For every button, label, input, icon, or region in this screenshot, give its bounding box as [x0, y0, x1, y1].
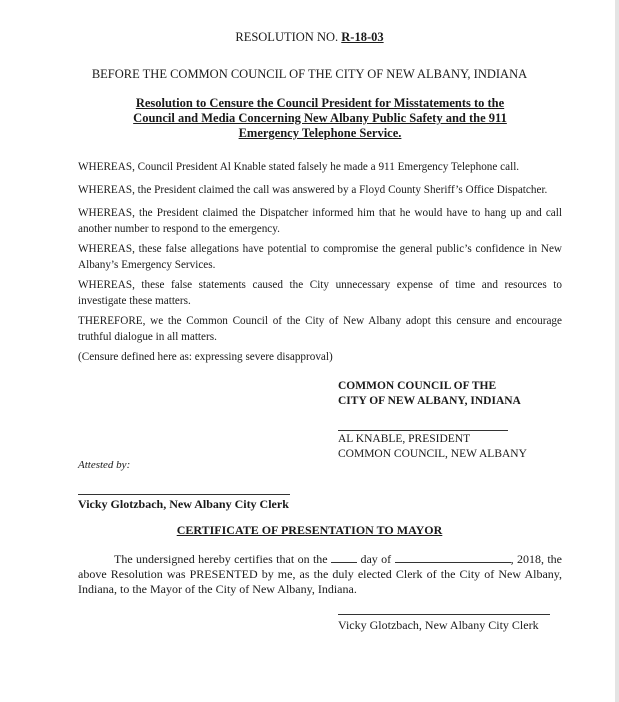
- certificate-text-part-3: , 2018, the above Resolution was PRESENTED by me, as the duly elected Clerk of the City of New Albany, Indiana, to the Mayor of the City of New Albany, Indiana.: [78, 552, 563, 596]
- page-edge-shadow: [615, 0, 619, 702]
- before-council-line: BEFORE THE COMMON COUNCIL OF THE CITY OF NEW ALBANY, INDIANA: [91, 67, 528, 81]
- clerk-certificate-signature: Vicky Glotzbach, New Albany City Clerk: [338, 618, 539, 632]
- whereas-paragraph-1: WHEREAS, Council President Al Knable stated falsely he made a 911 Emergency Telephone call.: [78, 161, 520, 173]
- president-signature-line: [338, 430, 508, 431]
- whereas-paragraph-4: WHEREAS, these false allegations have potential to compromise the general public’s confidence in New Albany’s Emergency Services.: [78, 243, 562, 271]
- president-signature-block: [338, 432, 527, 462]
- censure-definition: (Censure defined here as: expressing severe disapproval): [78, 351, 333, 363]
- resolution-number-line: [0, 30, 619, 45]
- certificate-text-part-2: day of: [360, 552, 392, 566]
- certificate-text: [78, 551, 562, 597]
- certificate-heading: CERTIFICATE OF PRESENTATION TO MAYOR: [176, 523, 443, 537]
- whereas-paragraph-5: WHEREAS, these false statements caused the City unnecessary expense of time and resources to investigate these matters.: [78, 279, 562, 307]
- certificate-text-part-1: The undersigned hereby certifies that on the: [114, 552, 328, 566]
- attested-label: Attested by:: [78, 459, 131, 471]
- clerk-certificate-signature-line: [338, 614, 550, 615]
- president-organization: COMMON COUNCIL, NEW ALBANY: [338, 448, 527, 460]
- resolution-title: Resolution to Censure the Council President for Misstatements to the Council and Media Concerning New Albany Public Safety and the 911 Emergency Telephone Service.: [133, 96, 507, 140]
- whereas-paragraph-3: WHEREAS, the President claimed the Dispatcher informed him that he would have to hang up and call another number to respond to the emergency.: [78, 207, 562, 235]
- resolution-prefix: RESOLUTION NO.: [235, 30, 342, 44]
- council-line-1: COMMON COUNCIL OF THE: [338, 380, 497, 392]
- day-blank: [331, 551, 357, 563]
- resolution-number: R-18-03: [341, 30, 384, 44]
- clerk-signature-line: [78, 494, 290, 495]
- council-line-2: CITY OF NEW ALBANY, INDIANA: [338, 395, 521, 407]
- president-name: AL KNABLE, PRESIDENT: [338, 433, 471, 445]
- council-signature-heading: [338, 379, 521, 409]
- therefore-paragraph: THEREFORE, we the Common Council of the City of New Albany adopt this censure and encourage truthful dialogue in all matters.: [78, 315, 562, 343]
- clerk-name-bold: Vicky Glotzbach, New Albany City Clerk: [78, 497, 289, 511]
- whereas-paragraph-2: WHEREAS, the President claimed the call was answered by a Floyd County Sheriff’s Office Dispatcher.: [78, 184, 548, 196]
- month-blank: [395, 551, 511, 563]
